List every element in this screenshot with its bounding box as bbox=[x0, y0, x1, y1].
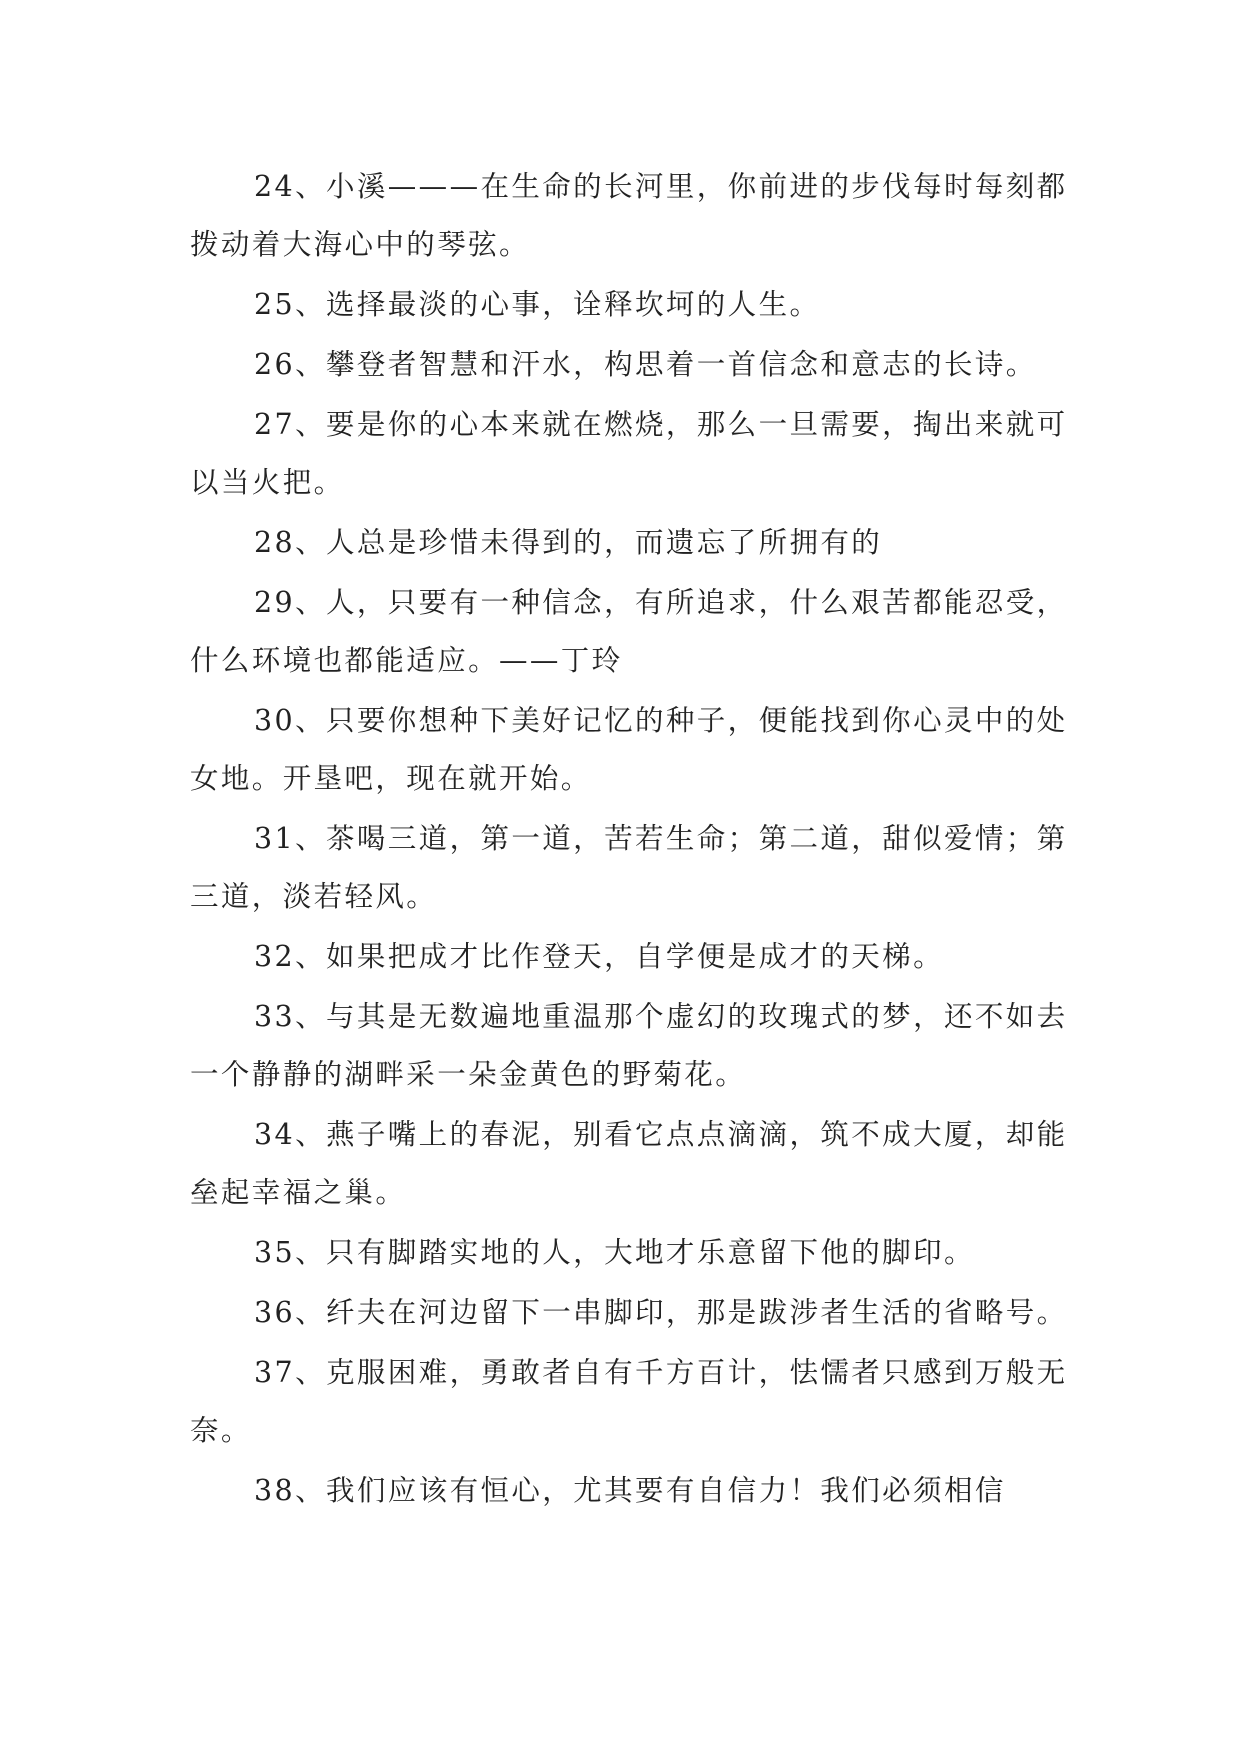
paragraph-35: 35、只有脚踏实地的人，大地才乐意留下他的脚印。 bbox=[254, 1236, 975, 1269]
paragraph-24: 24、小溪———在生命的长河里，你前进的步伐每时每刻都拨动着大海心中的琴弦。 bbox=[190, 170, 1068, 261]
paragraph-31: 31、茶喝三道，第一道，苦若生命；第二道，甜似爱情；第三道，淡若轻风。 bbox=[190, 822, 1068, 913]
paragraph-36: 36、纤夫在河边留下一串脚印，那是跋涉者生活的省略号。 bbox=[254, 1296, 1068, 1329]
paragraph-27: 27、要是你的心本来就在燃烧，那么一旦需要，掏出来就可以当火把。 bbox=[190, 408, 1068, 499]
paragraph-37: 37、克服困难，勇敢者自有千方百计，怯懦者只感到万般无奈。 bbox=[190, 1356, 1068, 1447]
paragraph-32: 32、如果把成才比作登天，自学便是成才的天梯。 bbox=[254, 940, 944, 973]
paragraph-38: 38、我们应该有恒心，尤其要有自信力！我们必须相信 bbox=[254, 1474, 1006, 1507]
paragraph-29: 29、人，只要有一种信念，有所追求，什么艰苦都能忍受，什么环境也都能适应。——丁玲 bbox=[190, 586, 1068, 677]
document-body bbox=[190, 158, 1070, 1520]
paragraph-28: 28、人总是珍惜未得到的，而遗忘了所拥有的 bbox=[254, 526, 883, 559]
paragraph-30: 30、只要你想种下美好记忆的种子，便能找到你心灵中的处女地。开垦吧，现在就开始。 bbox=[190, 704, 1068, 795]
paragraph-25: 25、选择最淡的心事，诠释坎坷的人生。 bbox=[254, 288, 821, 321]
paragraph-26: 26、攀登者智慧和汗水，构思着一首信念和意志的长诗。 bbox=[254, 348, 1037, 381]
paragraph-33: 33、与其是无数遍地重温那个虚幻的玫瑰式的梦，还不如去一个静静的湖畔采一朵金黄色的野菊花。 bbox=[190, 1000, 1068, 1091]
paragraph-34: 34、燕子嘴上的春泥，别看它点点滴滴，筑不成大厦，却能垒起幸福之巢。 bbox=[190, 1118, 1068, 1209]
